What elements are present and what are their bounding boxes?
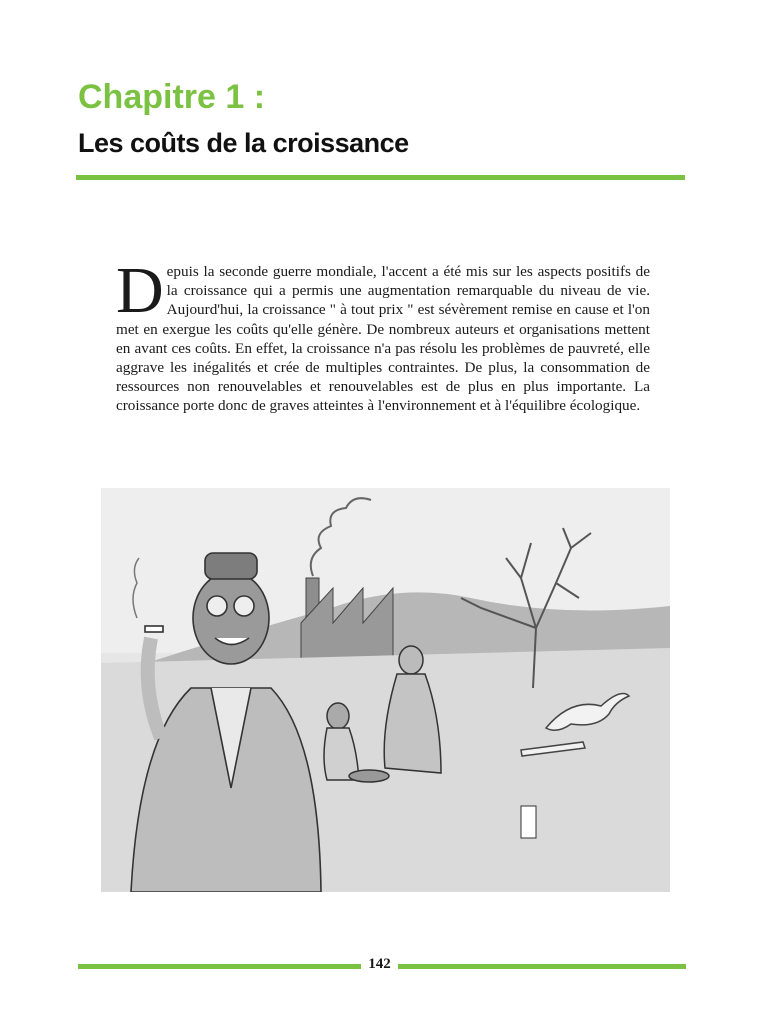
drop-cap: D [116,254,164,327]
page-title: Les coûts de la croissance [78,128,409,158]
intro-paragraph [116,254,650,416]
footer-divider-right [398,964,686,969]
cartoon-illustration [101,488,670,892]
chapter-label: Chapitre 1 : [78,78,266,116]
intro-text: epuis la seconde guerre mondiale, l'accent a été mis sur les aspects positifs de la croissance qui a permis une augmentation remarquable du niveau de vie. Aujourd'hui, la croissance " à tout prix " est sévèrement remise en cause et l'on met en exergue les coûts qu'elle génère. De nombreux auteurs et organisations mettent en avant ces coûts. En effet, la croissance n'a pas résolu les problèmes de pauvreté, elle aggrave les inégalités et crée de multiples contraintes. De plus, la consommation de ressources non renouvelables et renouvelables est de plus en plus importante. La croissance porte donc de graves atteintes à l'environnement et à l'équilibre écologique. [116,263,650,415]
page-number: 142 [368,956,391,972]
title-divider [76,175,685,180]
footer-divider-left [78,964,361,969]
